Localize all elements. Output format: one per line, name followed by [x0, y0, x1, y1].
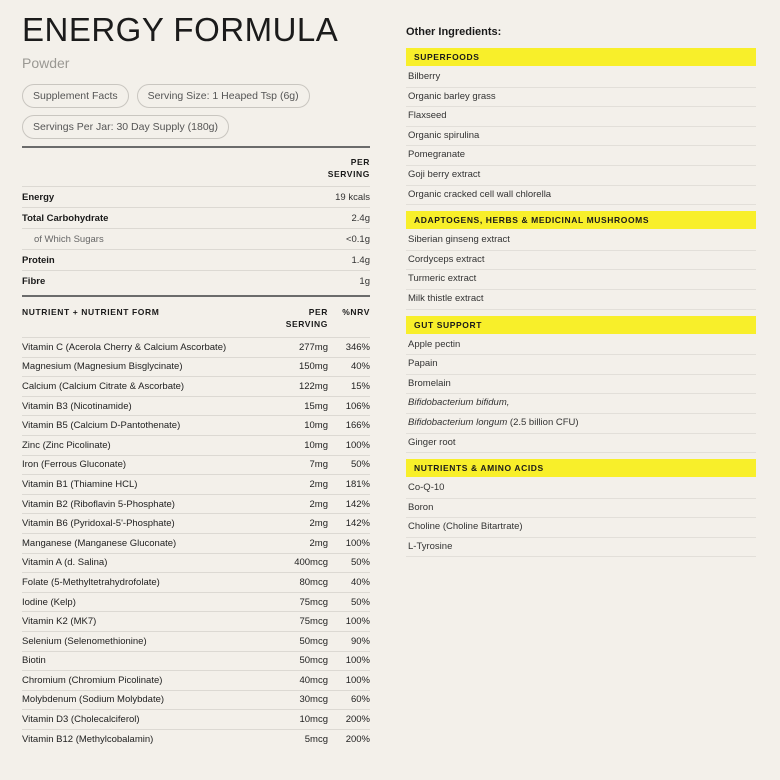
nutrient-nrv: 60% [350, 694, 370, 706]
nutrient-row [22, 415, 370, 435]
macro-row [22, 186, 370, 207]
nutrient-name: Manganese (Manganese Gluconate) [22, 537, 177, 549]
ingredient-item [406, 355, 756, 375]
nutrient-per-serving: 10mg [304, 439, 328, 451]
product-title: ENERGY FORMULA [22, 11, 339, 48]
nutrient-per-serving: 75mcg [299, 616, 328, 628]
ingredient-item [406, 186, 756, 206]
ingredient-item-text: Cordyceps extract [408, 253, 485, 265]
nutrient-nrv: 50% [350, 459, 370, 471]
nutrient-nrv: 40% [350, 361, 370, 373]
macro-header-serving: SERVING [327, 169, 370, 179]
ingredient-item-italic: Bifidobacterium longum [408, 416, 508, 428]
macro-row [22, 270, 370, 291]
ingredient-item-text: Pomegranate [408, 149, 466, 161]
serving-size-pill: Serving Size: 1 Heaped Tsp (6g) [137, 84, 310, 108]
nutrient-row [22, 572, 370, 592]
nutrient-row [22, 670, 370, 690]
ingredient-item [406, 166, 756, 186]
nutrient-row [22, 396, 370, 416]
ingredient-item-text: Milk thistle extract [408, 292, 484, 304]
macro-table [22, 186, 370, 291]
ingredient-item [406, 127, 756, 147]
ingredient-item [406, 107, 756, 127]
ingredient-item [406, 270, 756, 290]
nutrient-per-serving: 50mcg [299, 655, 328, 667]
ingredient-section [406, 316, 756, 454]
nutrient-header-name: NUTRIENT + NUTRIENT FORM [22, 307, 160, 317]
ingredient-item [406, 499, 756, 519]
nutrient-per-serving: 15mg [304, 400, 328, 412]
nutrient-per-serving: 50mcg [299, 635, 328, 647]
nutrient-name: Vitamin D3 (Cholecalciferol) [22, 714, 140, 726]
ingredient-section-header: GUT SUPPORT [406, 316, 756, 334]
ingredient-item-text: (2.5 billion CFU) [507, 416, 579, 428]
ingredient-item [406, 434, 756, 454]
ingredient-item [406, 414, 756, 434]
nutrient-nrv: 90% [350, 635, 370, 647]
nutrient-per-serving: 5mcg [304, 733, 328, 745]
nutrient-name: Vitamin B5 (Calcium D-Pantothenate) [22, 420, 181, 432]
nutrient-name: Iodine (Kelp) [22, 596, 76, 608]
ingredient-section [406, 459, 756, 557]
nutrient-name: Molybdenum (Sodium Molybdate) [22, 694, 165, 706]
nutrient-row [22, 709, 370, 729]
nutrient-header-per: PER [308, 307, 328, 317]
ingredient-section-header: SUPERFOODS [406, 48, 756, 66]
nutrient-name: Vitamin A (d. Salina) [22, 557, 108, 569]
product-subtitle: Powder [22, 55, 70, 71]
nutrient-per-serving: 277mg [298, 341, 328, 353]
nutrient-per-serving: 75mcg [299, 596, 328, 608]
nutrient-row [22, 494, 370, 514]
ingredient-item [406, 538, 756, 558]
ingredient-section [406, 211, 756, 309]
macro-header-per: PER [350, 157, 370, 167]
ingredient-section [406, 48, 756, 205]
nutrient-per-serving: 150mg [298, 361, 328, 373]
nutrient-table-header [22, 297, 370, 337]
nutrient-name: Selenium (Selenomethionine) [22, 635, 147, 647]
ingredient-item [406, 375, 756, 395]
nutrient-row [22, 533, 370, 553]
ingredient-item-text: Organic cracked cell wall chlorella [408, 188, 552, 200]
nutrient-name: Vitamin K2 (MK7) [22, 616, 97, 628]
nutrient-name: Folate (5-Methyltetrahydrofolate) [22, 576, 160, 588]
nutrient-row [22, 729, 370, 749]
servings-per-jar-pill: Servings Per Jar: 30 Day Supply (180g) [22, 115, 229, 139]
ingredient-item [406, 251, 756, 271]
ingredient-item [406, 88, 756, 108]
nutrient-per-serving: 2mg [309, 518, 328, 530]
ingredient-item-text: Turmeric extract [408, 273, 477, 285]
nutrient-per-serving: 2mg [309, 537, 328, 549]
nutrient-row [22, 376, 370, 396]
nutrient-row [22, 631, 370, 651]
nutrient-nrv: 166% [345, 420, 370, 432]
macro-value: 19 kcals [335, 191, 370, 203]
nutrient-per-serving: 40mcg [299, 674, 328, 686]
ingredient-item [406, 336, 756, 356]
nutrient-nrv: 100% [345, 674, 370, 686]
nutrient-nrv: 100% [345, 439, 370, 451]
ingredient-item-text: Boron [408, 501, 434, 513]
nutrient-per-serving: 80mcg [299, 576, 328, 588]
ingredient-section-header: NUTRIENTS & AMINO ACIDS [406, 459, 756, 477]
ingredient-item-text: Bromelain [408, 377, 451, 389]
ingredient-item-text: Co-Q-10 [408, 482, 445, 494]
macro-name: Total Carbohydrate [22, 212, 109, 224]
other-ingredients-panel [406, 24, 756, 563]
nutrient-row [22, 474, 370, 494]
other-ingredients-title: Other Ingredients: [406, 26, 502, 38]
nutrient-nrv: 50% [350, 596, 370, 608]
nutrient-per-serving: 2mg [309, 498, 328, 510]
nutrient-nrv: 15% [350, 380, 370, 392]
ingredient-item [406, 479, 756, 499]
nutrient-nrv: 106% [345, 400, 370, 412]
ingredient-item-text: Siberian ginseng extract [408, 234, 510, 246]
nutrient-nrv: 142% [345, 498, 370, 510]
macro-name: Energy [22, 191, 55, 203]
ingredient-item-text: Choline (Choline Bitartrate) [408, 521, 523, 533]
nutrient-name: Vitamin B12 (Methylcobalamin) [22, 733, 154, 745]
ingredient-item-italic: Bifidobacterium bifidum, [408, 397, 510, 409]
nutrient-row [22, 611, 370, 631]
ingredient-section-header: ADAPTOGENS, HERBS & MEDICINAL MUSHROOMS [406, 211, 756, 229]
macro-value: 2.4g [351, 212, 370, 224]
ingredient-item-text: Organic barley grass [408, 90, 496, 102]
nutrient-per-serving: 400mcg [294, 557, 328, 569]
ingredient-item [406, 68, 756, 88]
ingredient-item-text: Goji berry extract [408, 168, 481, 180]
ingredient-item-text: Apple pectin [408, 338, 461, 350]
macro-name: Protein [22, 254, 55, 266]
nutrient-row [22, 592, 370, 612]
macro-row [22, 228, 370, 249]
nutrient-row [22, 455, 370, 475]
ingredient-item-text: Organic spirulina [408, 129, 480, 141]
nutrient-row [22, 435, 370, 455]
nutrient-header-nrv: %NRV [342, 307, 370, 317]
nutrient-nrv: 346% [345, 341, 370, 353]
nutrient-row [22, 690, 370, 710]
ingredient-item [406, 231, 756, 251]
macro-name: Fibre [22, 275, 46, 287]
ingredient-item-text: Bilberry [408, 71, 441, 82]
nutrient-name: Zinc (Zinc Picolinate) [22, 439, 111, 451]
nutrient-table [22, 337, 370, 748]
nutrient-name: Biotin [22, 655, 46, 667]
nutrient-per-serving: 10mcg [299, 714, 328, 726]
macro-value: 1.4g [351, 254, 370, 266]
nutrient-nrv: 100% [345, 537, 370, 549]
nutrient-per-serving: 122mg [298, 380, 328, 392]
nutrient-nrv: 50% [350, 557, 370, 569]
nutrient-name: Calcium (Calcium Citrate & Ascorbate) [22, 380, 185, 392]
nutrient-row [22, 357, 370, 377]
nutrient-row [22, 651, 370, 671]
nutrient-per-serving: 7mg [309, 459, 328, 471]
macro-row [22, 249, 370, 270]
nutrient-per-serving: 2mg [309, 478, 328, 490]
nutrient-row [22, 337, 370, 357]
macro-value: <0.1g [345, 233, 370, 245]
ingredient-item-text: L-Tyrosine [408, 540, 453, 552]
nutrient-header-per-serving [272, 306, 328, 330]
info-pills [22, 84, 370, 139]
nutrient-nrv: 181% [345, 478, 370, 490]
ingredient-item-text: Papain [408, 358, 438, 370]
ingredient-item [406, 290, 756, 310]
macro-value: 1g [359, 275, 370, 287]
nutrient-nrv: 200% [345, 714, 370, 726]
nutrient-nrv: 200% [345, 733, 370, 745]
supplement-facts-panel [22, 12, 370, 748]
nutrient-nrv: 100% [345, 655, 370, 667]
ingredient-item-text: Flaxseed [408, 110, 447, 122]
nutrient-nrv: 40% [350, 576, 370, 588]
nutrient-name: Vitamin B6 (Pyridoxal-5'-Phosphate) [22, 518, 175, 530]
nutrient-row [22, 513, 370, 533]
nutrient-header-serving: SERVING [285, 319, 328, 329]
macro-row [22, 207, 370, 228]
nutrient-name: Magnesium (Magnesium Bisglycinate) [22, 361, 183, 373]
macro-name: of Which Sugars [34, 233, 104, 245]
nutrient-row [22, 553, 370, 573]
nutrient-name: Chromium (Chromium Picolinate) [22, 674, 163, 686]
nutrient-per-serving: 30mcg [299, 694, 328, 706]
nutrient-nrv: 100% [345, 616, 370, 628]
nutrient-name: Iron (Ferrous Gluconate) [22, 459, 127, 471]
ingredient-item-text: Ginger root [408, 436, 456, 448]
nutrient-name: Vitamin C (Acerola Cherry & Calcium Ascorbate) [22, 341, 227, 353]
supplement-facts-pill: Supplement Facts [22, 84, 129, 108]
nutrient-nrv: 142% [345, 518, 370, 530]
ingredient-sections [406, 48, 756, 557]
ingredient-item [406, 394, 756, 414]
ingredient-item [406, 146, 756, 166]
nutrient-name: Vitamin B1 (Thiamine HCL) [22, 478, 138, 490]
nutrient-name: Vitamin B2 (Riboflavin 5-Phosphate) [22, 498, 175, 510]
ingredient-item [406, 518, 756, 538]
nutrient-name: Vitamin B3 (Nicotinamide) [22, 400, 132, 412]
nutrient-per-serving: 10mg [304, 420, 328, 432]
macro-table-header [22, 148, 370, 186]
